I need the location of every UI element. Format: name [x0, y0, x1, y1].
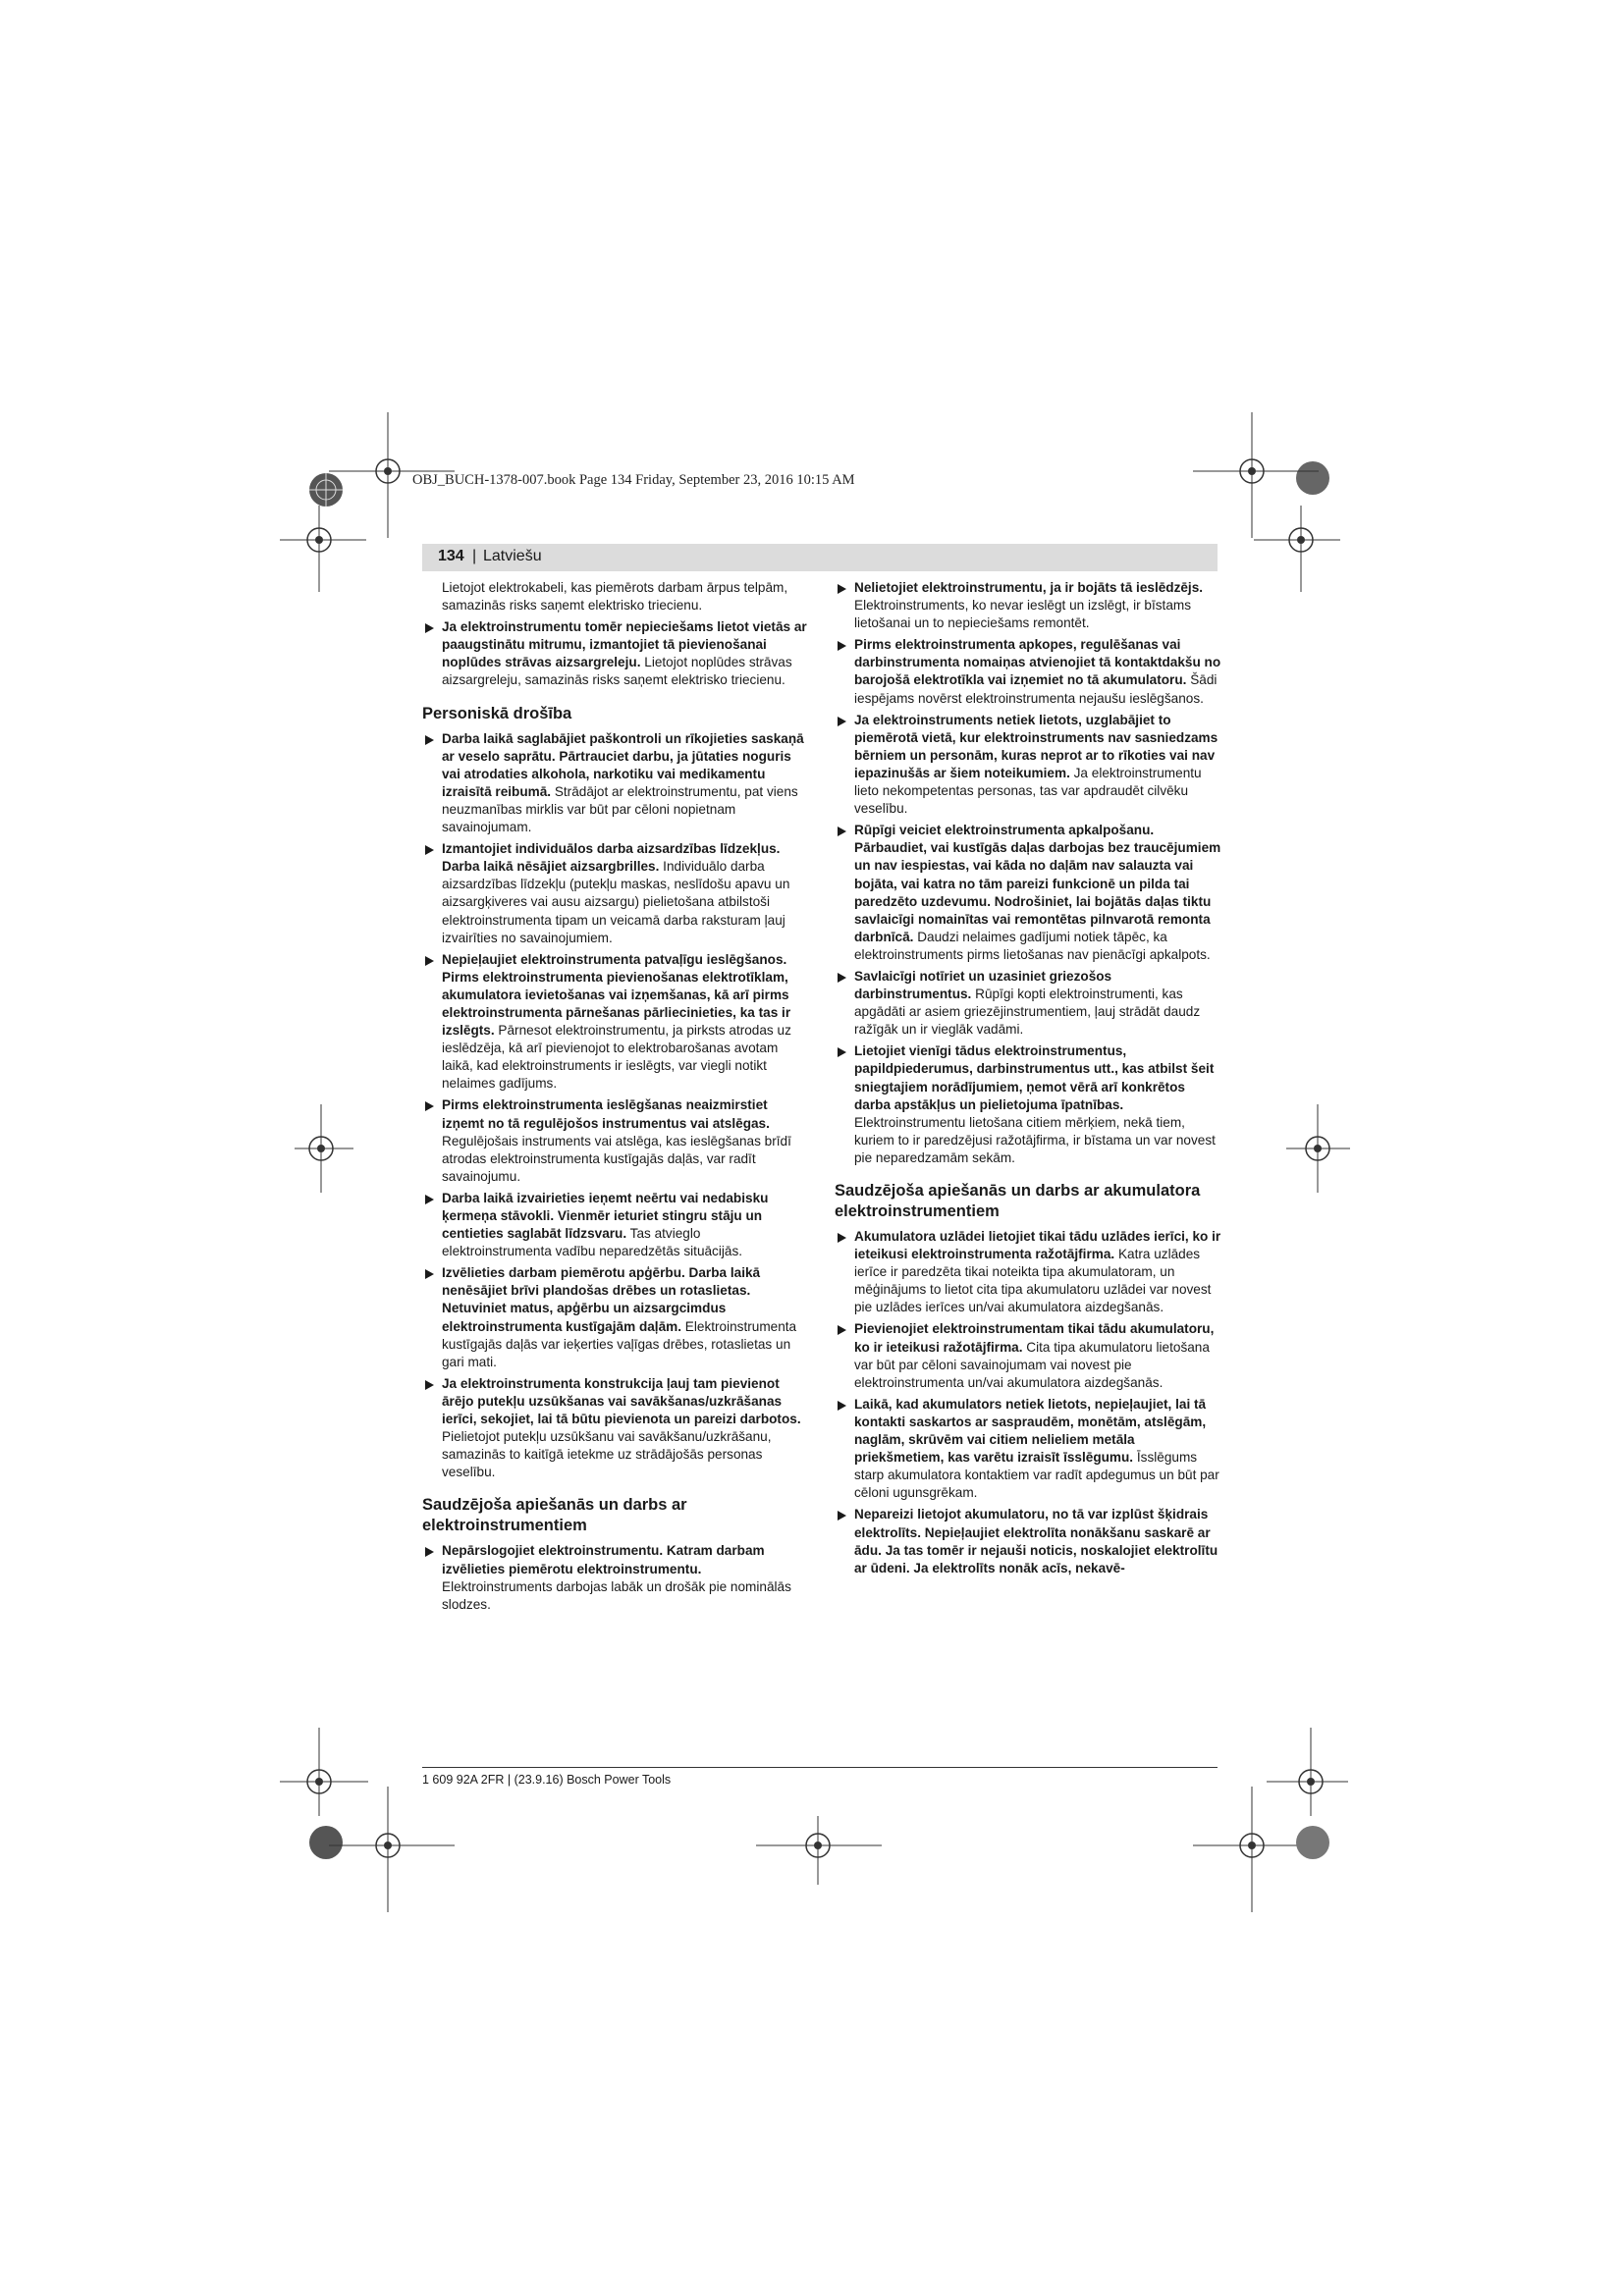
list-item — [422, 840, 810, 947]
bullet-arrow-icon — [838, 717, 846, 726]
header-separator: | — [472, 548, 477, 564]
list-item — [835, 1042, 1222, 1167]
item-bold-text: Ja elektroinstrumenta konstrukcija ļauj tam pievienot ārējo putekļu uzsūkšanas vai savākšanas/uzkrāšanas ierīci, sekojiet, lai tā būtu pievienota un pareizi darbotos. — [442, 1375, 801, 1427]
list-item — [422, 1264, 810, 1371]
bullet-arrow-icon — [425, 623, 434, 633]
bullet-arrow-icon — [425, 1547, 434, 1557]
bullet-arrow-icon — [425, 1269, 434, 1279]
list-item — [422, 1375, 810, 1482]
crosshair-mark-bottom-left-b — [329, 1787, 457, 1914]
bullet-arrow-icon — [838, 827, 846, 836]
page-header-bar — [422, 544, 1218, 571]
bullet-arrow-icon — [838, 584, 846, 594]
item-bold-text: Savlaicīgi notīriet un uzasiniet griezošos darbinstrumentus. — [854, 968, 1112, 1002]
crosshair-mark-mid-left — [295, 1095, 363, 1202]
book-metadata-line: OBJ_BUCH-1378-007.book Page 134 Friday, September 23, 2016 10:15 AM — [412, 472, 855, 488]
item-text: Katra uzlādes ierīce ir paredzēta tikai noteikta tipa akumulatoram, un mēģinājums to lietot cita tipa akumulatoru uzlādei var novest pie uzlādes ierīces un/vai akumulatora aizdegšanās. — [854, 1247, 1212, 1315]
footer-divider — [422, 1767, 1218, 1768]
item-bold-text: Pievienojiet elektroinstrumentam tikai tādu akumulatoru, ko ir ieteikusi ražotājfirma. — [854, 1321, 1215, 1355]
left-intro-paragraph: Lietojot elektrokabeli, kas piemērots darbam ārpus telpām, samazinās risks saņemt elektrisko triecienu. — [442, 580, 788, 614]
item-bold-text: Ja elektroinstrumentu tomēr nepieciešams lietot vietās ar paaugstinātu mitrumu, izmantojiet tā pievienošanai noplūdes strāvas aizsargreleju. — [442, 619, 807, 670]
left-column — [422, 579, 810, 1618]
registration-mark-bottom-right — [1281, 1811, 1344, 1874]
item-text: Īsslēgums starp akumulatora kontaktiem var radīt apdegumus un būt par cēloni ugunsgrēkam. — [854, 1450, 1219, 1501]
bullet-arrow-icon — [838, 973, 846, 983]
list-item — [835, 1228, 1222, 1316]
item-bold-text: Ja elektroinstruments netiek lietots, uzglabājiet to piemērotā vietā, kur elektroinstruments nav sasniedzams bērniem un personām, kuras neprot ar to rīkoties vai nav iepazinušās ar šiem noteikumiem. — [854, 712, 1218, 780]
list-item — [422, 1190, 810, 1260]
item-text: Rūpīgi kopti elektroinstrumenti, kas apgādāti ar asiem griezējinstrumentiem, ļauj strādāt daudz ražīgāk un ir vieglāk vadāmi. — [854, 987, 1201, 1038]
header-language: Latviešu — [483, 548, 542, 564]
item-text: Elektroinstruments, ko nevar ieslēgt un izslēgt, ir bīstams lietošanai un to nepieciešams remontēt. — [854, 598, 1192, 631]
item-bold-text: Lietojiet vienīgi tādus elektroinstrumentus, papildpiederumus, darbinstrumentus utt., kas atbilst šeit sniegtajiem norādījumiem, ņemot vērā arī konkrētos darba apstākļus un pielietojuma īpatnības. — [854, 1043, 1215, 1112]
item-bold-text: Darba laikā izvairieties ieņemt neērtu vai nedabisku ķermeņa stāvokli. Vienmēr ieturiet stingru stāju un centieties saglabāt līdzsvaru. — [442, 1190, 769, 1242]
item-bold-text: Pirms elektroinstrumenta apkopes, regulēšanas vai darbinstrumenta nomaiņas atvienojiet tā kontaktdakšu no barojošā elektrotīkla vai izņemiet no tā akumulatoru. — [854, 637, 1221, 688]
item-text: Elektroinstruments darbojas labāk un drošāk pie nominālās slodzes. — [442, 1578, 791, 1612]
item-text: Elektroinstrumentu lietošana citiem mērķiem, nekā tiem, kuriem to ir paredzējusi ražotājfirma, ir bīstama un var novest pie neparedzamām sekām. — [854, 1114, 1216, 1165]
list-item — [835, 1320, 1222, 1391]
bullet-arrow-icon — [425, 1380, 434, 1390]
list-item — [422, 730, 810, 837]
bullet-arrow-icon — [425, 1101, 434, 1111]
item-bold-text: Nepareizi lietojot akumulatoru, no tā var izplūst šķidrais elektrolīts. Nepieļaujiet elektrolīta nonākšanu saskarē ar ādu. Ja tas tomēr ir nejauši noticis, noskalojiet elektrolītu ar ūdeni. Ja elektrolīts nonāk acīs, nekavē- — [854, 1507, 1218, 1575]
item-text: Lietojot noplūdes strāvas aizsargreleju, samazinās risks saņemt elektrisko triecienu. — [442, 655, 792, 688]
list-item — [835, 1396, 1222, 1503]
bullet-arrow-icon — [425, 1195, 434, 1204]
list-item — [835, 636, 1222, 707]
bullet-arrow-icon — [425, 735, 434, 745]
list-item — [835, 822, 1222, 964]
page-number: 134 — [438, 548, 464, 564]
list-item — [835, 579, 1222, 632]
item-text: Pārnesot elektroinstrumentu, ja pirksts atrodas uz ieslēdzēja, kā arī pievienojot to elektrobarošanas avotam laikā, kad elektroinstruments ir ieslēgts, var viegli notikt nelaimes gadījums. — [442, 1023, 791, 1092]
list-item — [422, 1096, 810, 1185]
crosshair-mark-top-left-b — [260, 486, 368, 594]
bullet-arrow-icon — [838, 1511, 846, 1521]
list-item — [835, 1506, 1222, 1576]
item-bold-text: Nepieļaujiet elektroinstrumenta patvaļīgu ieslēgšanos. Pirms elektroinstrumenta pievienošanas elektrotīklam, akumulatora ievietošanas vai izņemšanas, kā arī pirms elektroinstrumenta pārnešanas pārliecinieties, ka tas ir izslēgts. — [442, 951, 791, 1039]
item-text: Individuālo darba aizsardzības līdzekļu (putekļu maskas, neslīdošu apavu un aizsargķiveres vai ausu aizsargu) pielietošana atbilstoši elektroinstrumenta tipam un veicamā darba raksturam ļauj izvairīties no savainojumiem. — [442, 859, 790, 945]
item-text: Cita tipa akumulatoru lietošana var būt par cēloni savainojumam vai novest pie elektroinstrumenta un/vai akumulatora aizdegšanās. — [854, 1339, 1210, 1390]
item-bold-text: Nepārslogojiet elektroinstrumentu. Katram darbam izvēlieties piemērotu elektroinstrumentu. — [442, 1543, 765, 1576]
section-heading-tool-use: Saudzējoša apiešanās un darbs ar elektroinstrumentiem — [422, 1496, 687, 1535]
bullet-arrow-icon — [425, 956, 434, 966]
list-item — [835, 712, 1222, 819]
item-text: Regulējošais instruments vai atslēga, kas ieslēgšanas brīdī atrodas elektroinstrumenta kustīgajās daļās, var radīt savainojumu. — [442, 1133, 791, 1184]
crosshair-mark-mid-right — [1281, 1095, 1350, 1202]
item-bold-text: Darba laikā saglabājiet paškontroli un rīkojieties saskaņā ar veselo saprātu. Pārtrauciet darbu, ja jūtaties noguris vai atrodaties alkohola, narkotiku vai medikamentu izraisītā reibumā. — [442, 730, 804, 799]
bullet-arrow-icon — [838, 641, 846, 651]
section-heading-battery-tools: Saudzējoša apiešanās un darbs ar akumulatora elektroinstrumentiem — [835, 1182, 1201, 1220]
bullet-arrow-icon — [425, 845, 434, 855]
item-text: Strādājot ar elektroinstrumentu, pat viens neuzmanības mirklis var būt par cēloni nopietnam savainojumam. — [442, 783, 798, 835]
item-bold-text: Izmantojiet individuālos darba aizsardzības līdzekļus. Darba laikā nēsājiet aizsargbrilles. — [442, 841, 781, 875]
section-heading-personal-safety: Personiskā drošība — [422, 704, 572, 722]
bullet-arrow-icon — [838, 1233, 846, 1243]
item-bold-text: Nelietojiet elektroinstrumentu, ja ir bojāts tā ieslēdzējs. — [854, 580, 1204, 595]
list-item — [835, 968, 1222, 1039]
item-bold-text: Izvēlieties darbam piemērotu apģērbu. Darba laikā nenēsājiet brīvi plandošas drēbes un rotaslietas. Netuviniet matus, apģērbu un aizsargcimdus elektroinstrumenta kustīgajām daļām. — [442, 1265, 761, 1334]
bullet-arrow-icon — [838, 1047, 846, 1057]
bullet-arrow-icon — [838, 1325, 846, 1335]
crosshair-mark-top-right-b — [1252, 486, 1360, 594]
item-bold-text: Laikā, kad akumulators netiek lietots, nepieļaujiet, lai tā kontakti saskartos ar saspraudēm, monētām, atslēgām, naglām, skrūvēm vai citiem nelieliem metāla priekšmetiem, kas varētu izraisīt īsslēgumu. — [854, 1396, 1207, 1466]
item-bold-text: Rūpīgi veiciet elektroinstrumenta apkalpošanu. Pārbaudiet, vai kustīgās daļas darbojas bez traucējumiem un nav iespiestas, vai kāda no daļām nav salauzta vai bojāta, vai katra no tām pareizi funkcionē un pilda tai paredzēto uzdevumu. Nodrošiniet, lai bojātās daļas tiktu savlaicīgi nomainītas vai remontētas pilnvarotā remonta darbnīcā. — [854, 823, 1221, 944]
item-text: Daudzi nelaimes gadījumi notiek tāpēc, ka elektroinstruments pirms lietošanas nav pienācīgi apkalpots. — [854, 929, 1211, 962]
item-text: Elektroinstrumenta kustīgajās daļās var ieķerties vaļīgas drēbes, rotaslietas un gari mati. — [442, 1318, 797, 1369]
item-bold-text: Pirms elektroinstrumenta ieslēgšanas neaizmirstiet izņemt no tā regulējošos instrumentus vai atslēgas. — [442, 1097, 770, 1131]
list-item — [422, 951, 810, 1094]
footer-text: 1 609 92A 2FR | (23.9.16) Bosch Power Tools — [422, 1773, 672, 1787]
item-text: Tas atvieglo elektroinstrumenta vadību neparedzētās situācijās. — [442, 1226, 743, 1259]
crosshair-mark-bottom-center — [756, 1787, 884, 1914]
item-text: Pielietojot putekļu uzsūkšanu vai savākšanu/uzkrāšanu, samazinās to kaitīgā ietekme uz strādājošās personas veselību. — [442, 1429, 772, 1480]
list-item — [422, 1542, 810, 1613]
item-text: Ja elektroinstrumentu lieto nekompetentas personas, tas var apdraudēt cilvēku veselību. — [854, 765, 1202, 817]
item-text: Šādi iespējams novērst elektroinstrumenta nejaušu ieslēgšanos. — [854, 672, 1218, 706]
list-item — [422, 618, 810, 689]
right-column — [835, 579, 1222, 1581]
bullet-arrow-icon — [838, 1401, 846, 1411]
item-bold-text: Akumulatora uzlādei lietojiet tikai tādu uzlādes ierīci, ko ir ieteikusi elektroinstrumenta ražotājfirma. — [854, 1229, 1221, 1262]
